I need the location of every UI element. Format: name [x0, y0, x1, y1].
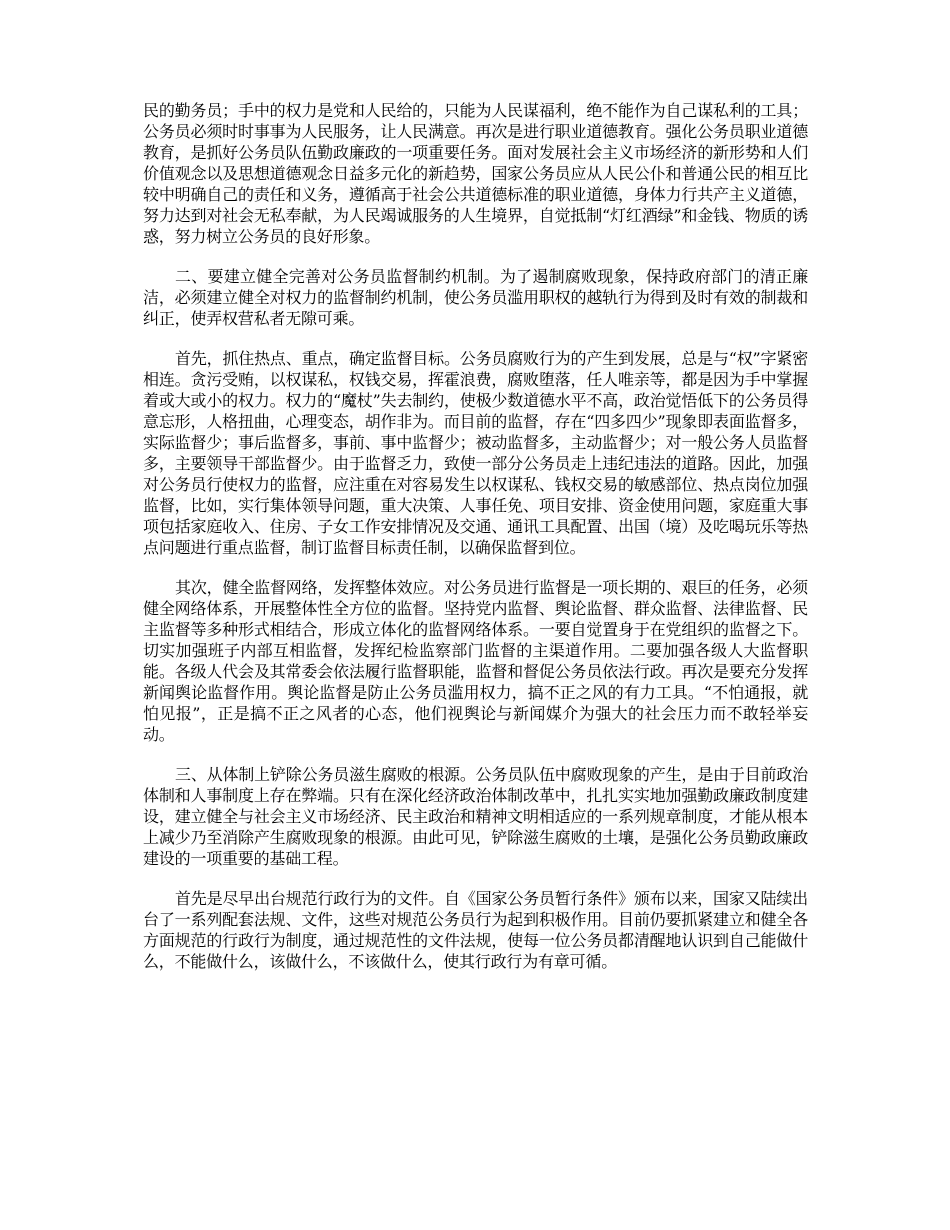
paragraph-continuation: 民的勤务员；手中的权力是党和人民给的，只能为人民谋福利，绝不能作为自己谋私利的工具；公务员必须时时事事为人民服务，让人民满意。再次是进行职业道德教育。强化公务员职业道德教育，是抓好公务员队伍勤政廉政的一项重要任务。面对发展社会主义市场经济的新形势和人们价值观念以及思想道德观念日益多元化的新趋势，国家公务员应从人民公仆和普通公民的相互比较中明确自己的责任和义务，遵循高于社会公共道德标准的职业道德，身体力行共产主义道德，努力达到对社会无私奉献，为人民竭诚服务的人生境界，自觉抵制“灯红酒绿”和金钱、物质的诱惑，努力树立公务员的良好形象。 — [143, 101, 808, 246]
paragraph-supervision-targets: 首先，抓住热点、重点，确定监督目标。公务员腐败行为的产生到发展，总是与“权”字紧密相连。贪污受贿，以权谋私，权钱交易，挥霍浪费，腐败堕落，任人唯亲等，都是因为手中掌握着或大或小的权力。权力的“魔杖”失去制约，使极少数道德水平不高，政治觉悟低下的公务员得意忘形，人格扭曲，心理变态，胡作非为。而目前的监督，存在“四多四少”现象即表面监督多，实际监督少；事后监督多，事前、事中监督少；被动监督多，主动监督少；对一般公务人员监督多，主要领导干部监督少。由于监督乏力，致使一部分公务员走上违纪违法的道路。因此，加强对公务员行使权力的监督，应注重在对容易发生以权谋私、钱权交易的敏感部位、热点岗位加强监督，比如，实行集体领导问题，重大决策、人事任免、项目安排、资金使用问题，家庭重大事项包括家庭收入、住房、子女工作安排情况及交通、通讯工具配置、出国（境）及吃喝玩乐等热点问题进行重点监督，制订监督目标责任制，以确保监督到位。 — [143, 349, 808, 557]
paragraph-institutional-roots: 三、从体制上铲除公务员滋生腐败的根源。公务员队伍中腐败现象的产生，是由于目前政治体制和人事制度上存在弊端。只有在深化经济政治体制改革中，扎扎实实地加强勤政廉政制度建设，建立健全与社会主义市场经济、民主政治和精神文明相适应的一系列规章制度，才能从根本上减少乃至消除产生腐败现象的根源。由此可见，铲除滋生腐败的土壤，是强化公务员勤政廉政建设的一项重要的基础工程。 — [143, 765, 808, 868]
paragraph-supervision-network: 其次，健全监督网络，发挥整体效应。对公务员进行监督是一项长期的、艰巨的任务，必须健全网络体系，开展整体性全方位的监督。坚持党内监督、舆论监督、群众监督、法律监督、民主监督等多种形式相结合，形成立体化的监督网络体系。一要自觉置身于在党组织的监督之下。切实加强班子内部互相监督，发挥纪检监察部门监督的主渠道作用。二要加强各级人大监督职能。各级人代会及其常委会依法履行监督职能，监督和督促公务员依法行政。再次是要充分发挥新闻舆论监督作用。舆论监督是防止公务员滥用权力，搞不正之风的有力工具。“不怕通报，就怕见报”，正是搞不正之风者的心态，他们视舆论与新闻媒介为强大的社会压力而不敢轻举妄动。 — [143, 578, 808, 744]
document-body — [143, 100, 808, 991]
paragraph-supervision-mechanism: 二、要建立健全完善对公务员监督制约机制。为了遏制腐败现象，保持政府部门的清正廉洁，必须建立健全对权力的监督制约机制，使公务员滥用职权的越轨行为得到及时有效的制裁和纠正，使弄权营私者无隙可乘。 — [143, 267, 808, 328]
paragraph-regulation-documents: 首先是尽早出台规范行政行为的文件。自《国家公务员暂行条件》颁布以来，国家又陆续出台了一系列配套法规、文件，这些对规范公务员行为起到积极作用。目前仍要抓紧建立和健全各方面规范的行政行为制度，通过规范性的文件法规，使每一位公务员都清醒地认识到自己能做什么，不能做什么，该做什么，不该做什么，使其行政行为有章可循。 — [143, 889, 808, 971]
